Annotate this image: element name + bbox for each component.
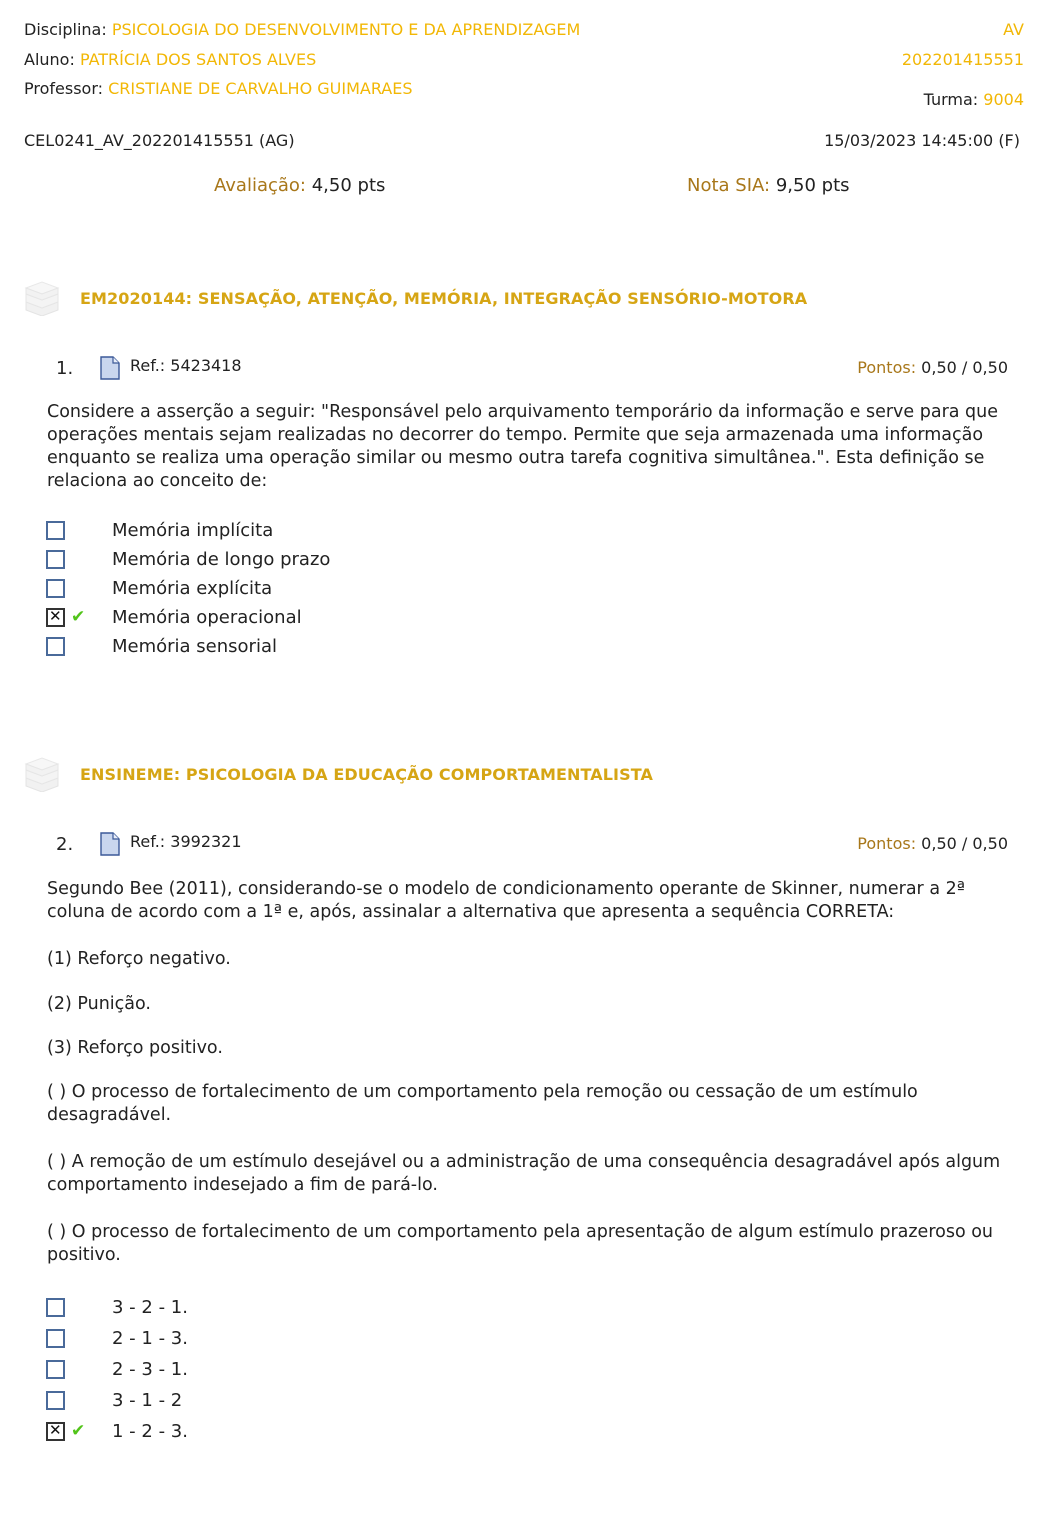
stack-icon (20, 280, 64, 316)
question-number: 2. (56, 834, 74, 855)
question-paragraph: ( ) O processo de fortalecimento de um comportamento pela apresentação de algum estímulo prazeroso ou positivo. (47, 1222, 994, 1265)
option-label: Memória implícita (112, 519, 274, 541)
checkbox[interactable] (46, 550, 65, 569)
question-points (857, 834, 1008, 853)
checkbox-checked[interactable] (46, 608, 65, 627)
professor-label: Professor: (24, 79, 104, 98)
checkbox[interactable] (46, 521, 65, 540)
question-paragraph: (2) Punição. (47, 994, 151, 1014)
option-item[interactable] (46, 633, 277, 659)
option-item[interactable] (46, 546, 331, 572)
question-points (857, 358, 1008, 377)
document-icon[interactable] (100, 356, 120, 380)
nota-value: 9,50 (775, 175, 816, 196)
exam-datetime: 15/03/2023 14:45:00 (F) (824, 131, 1020, 150)
question-paragraph: (3) Reforço positivo. (47, 1038, 223, 1058)
professor-row (24, 79, 1024, 98)
question-paragraph: ( ) A remoção de um estímulo desejável ou a administração de uma consequência desagradável após algum comportamento indesejado a fim de pará-lo. (47, 1152, 1001, 1195)
points-max: / 0,50 (961, 834, 1008, 853)
option-item[interactable] (46, 1356, 188, 1382)
question-header (56, 356, 1008, 382)
disciplina-label: Disciplina: (24, 20, 107, 39)
option-item[interactable] (46, 1294, 188, 1320)
question-text: Segundo Bee (2011), considerando-se o modelo de condicionamento operante de Skinner, numerar a 2ª coluna de acordo com a 1ª e, após, assinalar a alternativa que apresenta a sequência CORRETA: (47, 879, 965, 922)
question-ref: Ref.: 5423418 (130, 356, 242, 375)
option-label: 3 - 1 - 2 (112, 1389, 183, 1411)
points-label: Pontos: (857, 834, 917, 853)
exam-type: AV (1003, 20, 1024, 39)
checkbox[interactable] (46, 637, 65, 656)
option-item[interactable] (46, 517, 274, 543)
option-label: 1 - 2 - 3. (112, 1420, 188, 1442)
option-label: Memória de longo prazo (112, 548, 331, 570)
checkbox[interactable] (46, 1391, 65, 1410)
disciplina-value: PSICOLOGIA DO DESENVOLVIMENTO E DA APRENDIZAGEM (111, 20, 581, 39)
check-icon: ✔ (71, 607, 86, 627)
option-item-selected[interactable] (46, 604, 302, 630)
aluno-value: PATRÍCIA DOS SANTOS ALVES (79, 50, 317, 69)
question-header (56, 832, 1008, 858)
nota-unit: pts (821, 175, 850, 196)
aluno-label: Aluno: (24, 50, 75, 69)
option-item[interactable] (46, 1325, 188, 1351)
points-max: / 0,50 (961, 358, 1008, 377)
document-icon[interactable] (100, 832, 120, 856)
avaliacao-value: 4,50 (311, 175, 352, 196)
checkbox[interactable] (46, 579, 65, 598)
avaliacao-label: Avaliação: (214, 175, 306, 196)
checkbox[interactable] (46, 1298, 65, 1317)
section-title: ENSINEME: PSICOLOGIA DA EDUCAÇÃO COMPORTAMENTALISTA (80, 764, 653, 784)
matricula: 202201415551 (901, 50, 1024, 69)
turma (924, 90, 1024, 109)
avaliacao-unit: pts (357, 175, 386, 196)
avaliacao-score (214, 175, 385, 196)
section-header (20, 756, 653, 792)
option-item-selected[interactable] (46, 1418, 188, 1444)
nota-label: Nota SIA: (687, 175, 771, 196)
option-item[interactable] (46, 1387, 183, 1413)
check-icon: ✔ (71, 1421, 86, 1441)
stack-icon (20, 756, 64, 792)
option-item[interactable] (46, 575, 273, 601)
turma-label: Turma: (923, 90, 979, 109)
points-value: 0,50 (921, 358, 957, 377)
points-label: Pontos: (857, 358, 917, 377)
checkbox[interactable] (46, 1329, 65, 1348)
section-title: EM2020144: SENSAÇÃO, ATENÇÃO, MEMÓRIA, INTEGRAÇÃO SENSÓRIO-MOTORA (80, 288, 808, 308)
option-label: Memória sensorial (112, 635, 277, 657)
exam-code: CEL0241_AV_202201415551 (AG) (24, 131, 295, 150)
option-label: 2 - 1 - 3. (112, 1327, 188, 1349)
option-label: 2 - 3 - 1. (112, 1358, 188, 1380)
question-number: 1. (56, 358, 74, 379)
question-paragraph: ( ) O processo de fortalecimento de um comportamento pela remoção ou cessação de um estímulo desagradável. (47, 1082, 918, 1125)
aluno-row (24, 50, 1024, 69)
nota-sia-score (687, 175, 850, 196)
option-label: Memória explícita (112, 577, 273, 599)
question-text: Considere a asserção a seguir: "Responsável pelo arquivamento temporário da informação e serve para que operações mentais sejam realizadas no decorrer do tempo. Permite que seja armazenada uma informação enquanto se realiza uma operação similar ou mesmo outra tarefa cognitiva simultânea.". Esta definição se relaciona ao conceito de: (47, 402, 999, 491)
checkbox-checked[interactable] (46, 1422, 65, 1441)
section-header (20, 280, 807, 316)
professor-value: CRISTIANE DE CARVALHO GUIMARAES (108, 79, 413, 98)
points-value: 0,50 (921, 834, 957, 853)
option-label: 3 - 2 - 1. (112, 1296, 188, 1318)
checkbox[interactable] (46, 1360, 65, 1379)
option-label: Memória operacional (112, 606, 302, 628)
question-paragraph: (1) Reforço negativo. (47, 949, 231, 969)
question-ref: Ref.: 3992321 (130, 832, 242, 851)
turma-value: 9004 (983, 90, 1024, 109)
disciplina-row (24, 20, 1024, 39)
